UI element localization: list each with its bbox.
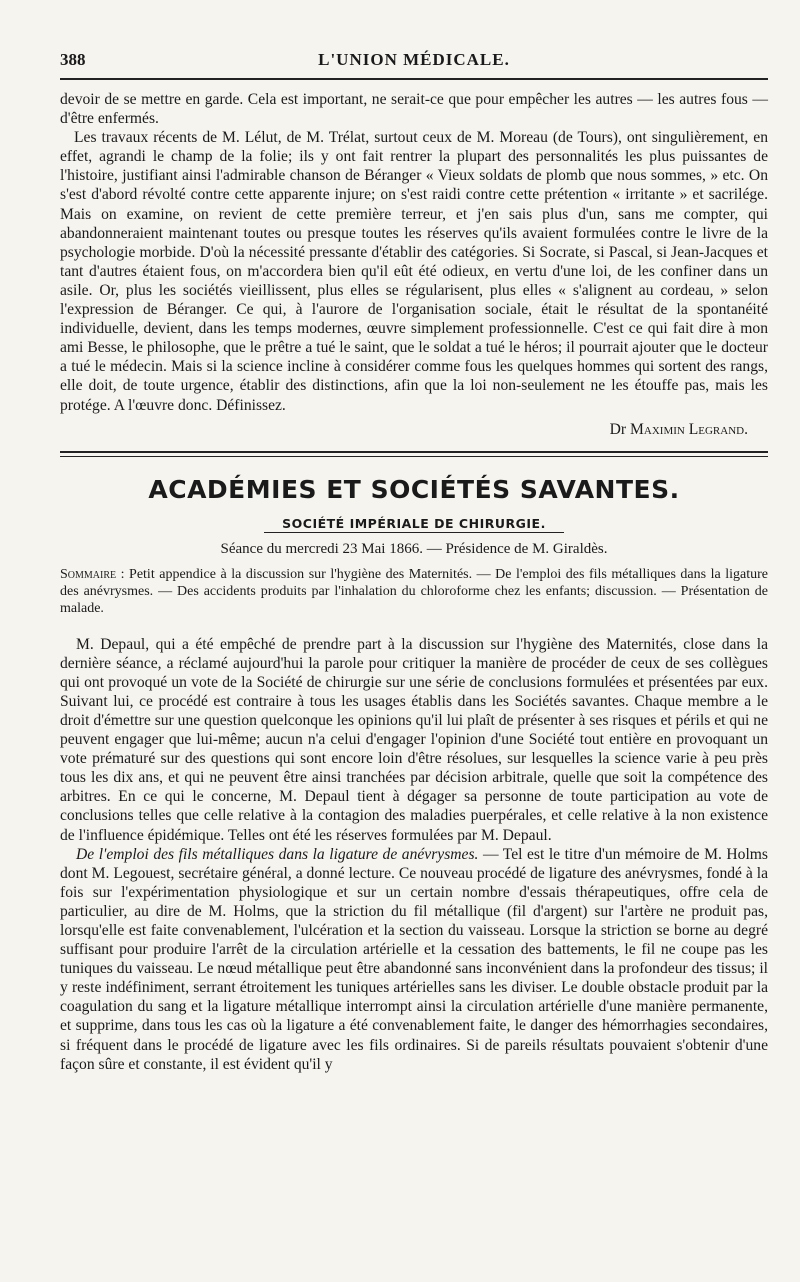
report-paragraph-1: M. Depaul, qui a été empêché de prendre part à la discussion sur l'hygiène des Maternités, close dans la dernière séance, a réclamé aujourd'hui la parole pour critiquer la manière de procéder de ceux de ses collègues qui ont provoqué un vote de la Société de chirurgie sur une série de conclusions formulées et présentées par eux. Suivant lui, ce procédé est contraire à tous les usages établis dans les Sociétés savantes. Chaque membre a le droit d'émettre sur une question quelconque les opinions qu'il lui plaît de présenter à ses risques et périls et qui ne peuvent engager que lui-même; aucun n'a celui d'engager l'opinion d'une Société tout entière en provoquant un vote prématuré sur des questions qui sont encore loin d'être résolues, sur lesquelles la science varie à peu près tous les dix ans, et qui ne peuvent être ainsi tranchées par décision arbitrale, quelle que soit la compétence des arbitres. En ce qui le concerne, M. Depaul tient à dégager sa personne de toute participation au vote de conclusions telles que celle relative à la contagion des maladies puerpérales, et celle relative à la non existence de l'influence épidémique. Telles ont été les réserves formulées par M. Depaul. [60,635,768,844]
session-line: Séance du mercredi 23 Mai 1866. — Présidence de M. Giraldès. [220,540,608,557]
article-paragraph-2: Les travaux récents de M. Lélut, de M. Trélat, surtout ceux de M. Moreau (de Tours), ont singulièrement, en effet, agrandi le champ de la folie; ils y ont fait rentrer la plupart des personnalités les plus puissantes de l'histoire, justifiant ainsi l'admirable chanson de Béranger « Vieux soldats de plomb que nous sommes, » etc. On s'est d'abord révolté contre cette apparente injure; on s'est raidi contre cette prétention « irritante » et sacrilége. Mais on examine, on revient de cette première terreur, et j'en sais plus d'un, sans me compter, qui abandonneraient maintenant toutes ou presque toutes les réserves qu'ils avaient formulées contre le livre de la psychologie morbide. D'où la nécessité pressante d'établir des catégories. Si Socrate, si Pascal, si Jean-Jacques et tant d'autres étaient fous, on m'accordera bien qu'il eût été odieux, en vertu d'une loi, de les confiner dans un asile. Or, plus les sociétés vieillissent, plus elles se régularisent, plus elles « s'alignent au cordeau, » selon l'expression de Béranger. Ce qui, à l'aurore de l'organisation sociale, était le résultat de la spontanéité individuelle, devient, dans les temps modernes, œuvre simplement professionnelle. C'est ce qui fait dire à mon ami Besse, le philosophe, que le prêtre a tué le saint, que le soldat a tué le héros; il pourrait ajouter que le docteur a tué le médecin. Mais si la science incline à considérer comme fous les quelques hommes qui sortent des rangs, elle doit, de toute urgence, établir des distinctions, afin que la loi non-seulement ne les étouffe pas, mais les protége. A l'œuvre donc. Définissez. [60,129,768,414]
report-paragraph-2-text: — Tel est le titre d'un mémoire de M. Holms dont M. Legouest, secrétaire général, a donné lecture. Ce nouveau procédé de ligature des anévrysmes, fondé à la fois sur l'expérimentation physiologique et sur un certain nombre d'essais thérapeutiques, offre cela de particulier, au dire de M. Holms, que la striction du fil métallique (fil d'argent) sur l'artère ne produit pas, lorsqu'elle est faite convenablement, l'ulcération et la section du vaisseau. Lorsque la striction se borne au degré suffisant pour produire l'arrêt de la circulation artérielle et la cessation des battements, le fil ne coupe pas les tuniques du vaisseau. Le nœud métallique peut être abandonné sans inconvénient dans la profondeur des tissus; il y reste indéfiniment, serrant étroitement les tuniques artérielles sans les diviser. Le double obstacle produit par la coagulation du sang et la ligature métallique interrompt ainsi la circulation artérielle d'une manière permanente, et supprime, dans tous les cas où la ligature a été convenablement faite, le danger des hémorrhagies secondaires, si fréquent dans le procédé de ligature avec les fils ordinaires. Si de pareils résultats pouvaient s'obtenir d'une façon sûre et constante, il est évident qu'il y [60,845,768,1073]
report-paragraph-2 [60,845,768,1074]
summary-text: Petit appendice à la discussion sur l'hygiène des Maternités. — De l'emploi des fils métalliques dans la ligature des anévrysmes. — Des accidents produits par l'inhalation du chloroforme chez les enfants; discussion. — Présentation de malade. [60,566,768,616]
society-heading [60,516,768,533]
page-number: 388 [60,50,86,69]
article-paragraph-1: devoir de se mettre en garde. Cela est important, ne serait-ce que pour empêcher les autres — les autres fous — d'être enfermés. [60,91,768,128]
summary-label: Sommaire : [60,566,125,582]
signature-prefix: Dr [609,420,627,438]
society-name: SOCIÉTÉ IMPÉRIALE DE CHIRURGIE. [264,516,564,533]
summary [60,566,768,617]
section-title: ACADÉMIES ET SOCIÉTÉS SAVANTES. [148,474,680,504]
journal-title: L'UNION MÉDICALE. [318,50,510,69]
section-divider [60,451,768,457]
running-head [60,44,768,80]
continued-article [60,90,768,415]
article-signature [60,421,768,439]
signature-name: Maximin Legrand. [630,420,748,438]
report-body [60,635,768,1074]
memoir-title: De l'emploi des fils métalliques dans la ligature de anévrysmes. [76,845,479,863]
